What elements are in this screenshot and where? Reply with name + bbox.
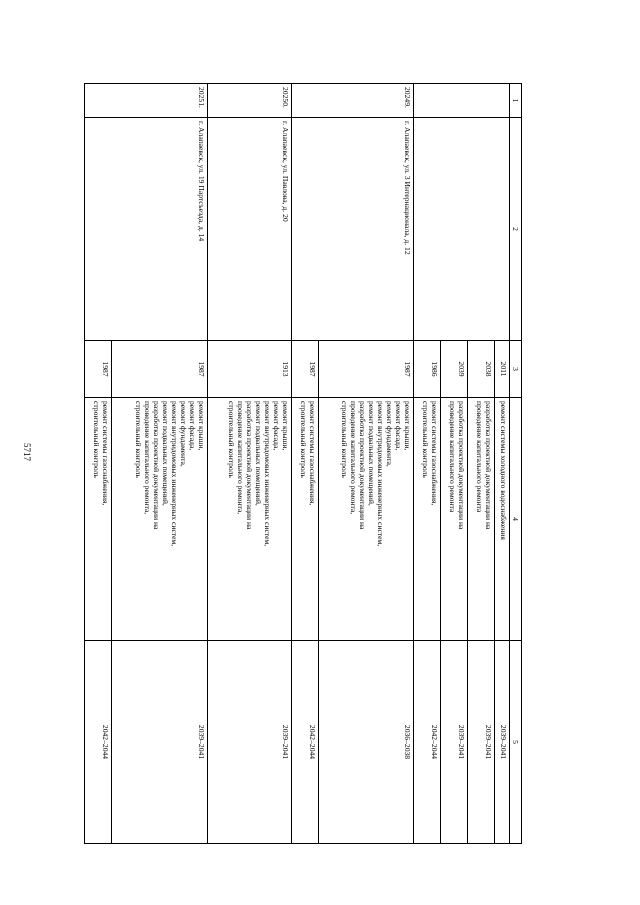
table-row: [318, 84, 414, 844]
work-line: разработка проектной документации на: [151, 401, 161, 530]
work-description: [207, 398, 291, 641]
building-address: г. Алапаевск, ул. 19 Партсъезда, д. 14: [85, 118, 208, 341]
building-address: г. Алапаевск, ул. 3 Интернационала, д. 12: [291, 118, 414, 341]
work-line: проведение капитального ремонта,: [235, 401, 245, 515]
header-col-5: 5: [510, 641, 522, 844]
header-col-3: 3: [510, 341, 522, 398]
work-line: ремонт системы газоснабжения,: [307, 401, 317, 506]
table-row: [111, 84, 207, 844]
planned-period: 2042–2044: [414, 641, 441, 844]
table-body: [85, 84, 510, 844]
work-line: ремонт внутридомовых инженерных систем,: [262, 401, 272, 547]
work-description: [111, 398, 207, 641]
work-line: ремонт фундамента,: [178, 401, 188, 467]
header-col-4: 4: [510, 398, 522, 641]
page-number: 5717: [22, 443, 32, 461]
work-description: [494, 398, 509, 641]
planned-period: 2042–2044: [291, 641, 318, 844]
work-line: проведение капитального ремонта,: [349, 401, 359, 515]
header-row: [510, 84, 522, 844]
work-line: строительный контроль: [340, 401, 350, 478]
last-repair-year: 1986: [414, 341, 441, 398]
work-line: ремонт фундамента,: [385, 401, 395, 467]
work-description: [318, 398, 414, 641]
planned-period: 2039–2041: [467, 641, 494, 844]
last-repair-year: 1987: [85, 341, 112, 398]
row-number: [414, 84, 510, 118]
work-line: ремонт системы холодного водоснабжения: [499, 401, 508, 540]
work-line: ремонт фасада,: [187, 401, 197, 451]
building-address: г. Алапаевск, ул. Павлова, д. 20: [207, 118, 291, 341]
work-line: ремонт подвальных помещений,: [160, 401, 170, 506]
header-col-2: 2: [510, 118, 522, 341]
repair-schedule-table: [84, 83, 522, 844]
last-repair-year: 1987: [111, 341, 207, 398]
table-row: [207, 84, 291, 844]
row-number: 20249.: [291, 84, 414, 118]
work-line: строительный контроль: [298, 401, 308, 478]
work-line: разработка проектной документации на: [244, 401, 254, 530]
planned-period: 2039–2041: [494, 641, 509, 844]
work-line: проведение капитального ремонта: [474, 401, 484, 513]
work-line: ремонт системы газоснабжения,: [100, 401, 110, 506]
row-number: 20251.: [85, 84, 208, 118]
last-repair-year: 2038: [467, 341, 494, 398]
work-description: [441, 398, 468, 641]
work-line: ремонт внутридомовых инженерных систем,: [376, 401, 386, 547]
work-description: [414, 398, 441, 641]
work-line: ремонт фасада,: [271, 401, 281, 451]
work-line: строительный контроль: [133, 401, 143, 478]
planned-period: 2042–2044: [85, 641, 112, 844]
work-line: ремонт фасада,: [394, 401, 404, 451]
work-line: разработка проектной документации на: [483, 401, 493, 530]
work-line: разработка проектной документации на: [358, 401, 368, 530]
work-line: строительный контроль: [421, 401, 431, 478]
table-row: [494, 84, 509, 844]
last-repair-year: 1987: [318, 341, 414, 398]
work-line: ремонт крыши,: [196, 401, 206, 451]
work-line: проведение капитального ремонта,: [142, 401, 152, 515]
planned-period: 2039–2041: [441, 641, 468, 844]
work-line: строительный контроль: [226, 401, 236, 478]
planned-period: 2036–2038: [318, 641, 414, 844]
last-repair-year: 1913: [207, 341, 291, 398]
planned-period: 2039–2041: [111, 641, 207, 844]
last-repair-year: 1987: [291, 341, 318, 398]
work-description: [291, 398, 318, 641]
rotated-table-container: [84, 83, 522, 843]
last-repair-year: 2011: [494, 341, 509, 398]
work-line: проведение капитального ремонта: [447, 401, 457, 513]
row-number: 20250.: [207, 84, 291, 118]
work-line: ремонт подвальных помещений,: [367, 401, 377, 506]
work-line: ремонт системы газоснабжения,: [430, 401, 440, 506]
work-line: строительный контроль: [91, 401, 101, 478]
last-repair-year: 2039: [441, 341, 468, 398]
building-address: [414, 118, 510, 341]
work-line: ремонт крыши,: [280, 401, 290, 451]
work-line: ремонт подвальных помещений,: [253, 401, 263, 506]
work-line: ремонт внутридомовых инженерных систем,: [169, 401, 179, 547]
header-col-1: 1: [510, 84, 522, 118]
work-line: разработка проектной документации на: [456, 401, 466, 530]
work-description: [85, 398, 112, 641]
work-line: ремонт крыши,: [403, 401, 413, 451]
planned-period: 2039–2041: [207, 641, 291, 844]
work-description: [467, 398, 494, 641]
